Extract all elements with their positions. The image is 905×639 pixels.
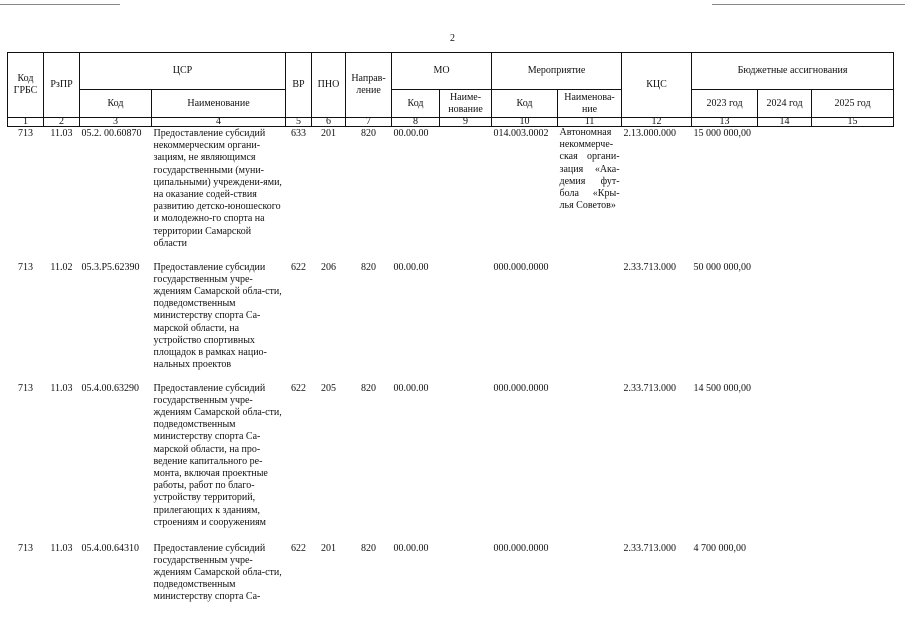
header-rzpr: РзПР (44, 53, 80, 118)
cell-2025 (812, 542, 894, 604)
column-number: 11 (558, 118, 622, 127)
header-vr: ВР (286, 53, 312, 118)
cell-grbs: 713 (18, 261, 33, 273)
column-number: 15 (812, 118, 894, 127)
scan-top-rule (0, 4, 120, 5)
cell-rzpr: 11.03 (50, 542, 73, 554)
table-row (8, 382, 894, 542)
cell-direction: 820 (361, 542, 377, 554)
cell-mo-code: 00.00.00 (393, 382, 429, 394)
cell-2023: 50 000 000,00 (693, 261, 752, 273)
cell-csr-name: Предоставление субсидии государственным учре-ждениям Самарской обла-сти, подведомственным министерству спорта Са-марской области, на устройство спортивных площадок в рамках нацио-нальных проектов (153, 261, 282, 371)
cell-mo-name (440, 261, 492, 382)
cell-csr-name: Предоставление субсидий некоммерческим органи-зациям, не являющимся государственными (муни-ципальными) учреждени-ями, на оказание содей-ствия развитию детско-юношеского и молодежно-го спорта на территории Самарской области (153, 128, 282, 249)
cell-direction: 820 (361, 128, 377, 139)
cell-event-code: 000.000.0000 (493, 542, 549, 554)
column-number: 1 (8, 118, 44, 127)
header-mo: МО (392, 53, 492, 90)
cell-rzpr: 11.02 (50, 261, 73, 273)
header-budget: Бюджетные ассигнования (692, 53, 894, 90)
column-number: 12 (622, 118, 692, 127)
cell-rzpr: 11.03 (50, 382, 73, 394)
cell-event-code: 014.003.0002 (493, 128, 549, 139)
header-pno: ПНО (312, 53, 346, 118)
column-number: 4 (152, 118, 286, 127)
cell-pno: 206 (321, 261, 337, 273)
column-number: 7 (346, 118, 392, 127)
column-number: 6 (312, 118, 346, 127)
cell-pno: 201 (321, 128, 337, 139)
cell-event-code: 000.000.0000 (493, 261, 549, 273)
cell-mo-name (440, 382, 492, 542)
cell-grbs: 713 (18, 542, 33, 554)
cell-kcs: 2.33.713.000 (623, 261, 677, 273)
cell-csr-name: Предоставление субсидий государственным учре-ждениям Самарской обла-сти, подведомственным министерству спорта Са-марской области, на про-ведение капитального ре-монта, включая проектные работы, работ по благо-устройству территорий, прилегающих к зданиям, строениям и сооружениям (153, 382, 282, 528)
cell-csr-code: 05.3.Р5.62390 (81, 261, 140, 273)
header-mo-code: Код (392, 90, 440, 118)
cell-mo-name (440, 127, 492, 261)
header-csr-name: Наименование (152, 90, 286, 118)
cell-event-name: Автономная некоммерче-ская органи-зация «Ака-демия фут-бола «Кры-лья Советов» (559, 127, 620, 212)
cell-grbs: 713 (18, 128, 33, 139)
cell-mo-name (440, 542, 492, 604)
cell-2024 (758, 382, 812, 542)
cell-mo-code: 00.00.00 (393, 542, 429, 554)
column-number: 13 (692, 118, 758, 127)
header-csr-code: Код (80, 90, 152, 118)
cell-2025 (812, 127, 894, 261)
cell-event-name (558, 261, 622, 382)
cell-vr: 633 (291, 128, 307, 139)
column-number: 8 (392, 118, 440, 127)
cell-kcs: 2.33.713.000 (623, 382, 677, 394)
cell-mo-code: 00.00.00 (393, 261, 429, 273)
cell-2023: 15 000 000,00 (693, 128, 752, 139)
column-numbers-row (8, 118, 894, 127)
cell-vr: 622 (291, 382, 307, 394)
header-direction: Направ-ление (346, 53, 392, 118)
header-year-2025: 2025 год (812, 90, 894, 118)
cell-2025 (812, 382, 894, 542)
cell-2024 (758, 127, 812, 261)
cell-event-code: 000.000.0000 (493, 382, 549, 394)
cell-csr-code: 05.4.00.64310 (81, 542, 139, 554)
cell-rzpr: 11.03 (50, 128, 73, 139)
cell-event-name (558, 542, 622, 604)
header-year-2024: 2024 год (758, 90, 812, 118)
column-number: 14 (758, 118, 812, 127)
cell-vr: 622 (291, 261, 307, 273)
cell-2023: 4 700 000,00 (693, 542, 747, 554)
budget-table (7, 52, 894, 604)
cell-2024 (758, 261, 812, 382)
cell-pno: 205 (321, 382, 337, 394)
cell-mo-code: 00.00.00 (393, 128, 429, 139)
cell-2025 (812, 261, 894, 382)
table-row (8, 127, 894, 261)
header-grbs: Код ГРБС (8, 53, 44, 118)
cell-pno: 201 (321, 542, 337, 554)
cell-vr: 622 (291, 542, 307, 554)
table-row (8, 542, 894, 604)
header-mo-name: Наиме-нование (440, 90, 492, 118)
header-csr: ЦСР (80, 53, 286, 90)
column-number: 9 (440, 118, 492, 127)
column-number: 3 (80, 118, 152, 127)
cell-2024 (758, 542, 812, 604)
cell-kcs: 2.13.000.000 (623, 128, 677, 139)
scan-top-rule-right (712, 4, 905, 5)
column-number: 10 (492, 118, 558, 127)
cell-direction: 820 (361, 261, 377, 273)
header-event-code: Код (492, 90, 558, 118)
cell-grbs: 713 (18, 382, 33, 394)
cell-kcs: 2.33.713.000 (623, 542, 677, 554)
column-number: 2 (44, 118, 80, 127)
header-year-2023: 2023 год (692, 90, 758, 118)
cell-2023: 14 500 000,00 (693, 382, 752, 394)
cell-csr-code: 05.4.00.63290 (81, 382, 139, 394)
page-number: 2 (450, 33, 455, 44)
header-event: Мероприятие (492, 53, 622, 90)
cell-event-name (558, 382, 622, 542)
column-number: 5 (286, 118, 312, 127)
header-kcs: КЦС (622, 53, 692, 118)
cell-direction: 820 (361, 382, 377, 394)
header-event-name: Наименова-ние (558, 90, 622, 118)
cell-csr-name: Предоставление субсидий государственным учре-ждениям Самарской обла-сти, подведомственным министерству спорта Са- (153, 542, 282, 603)
cell-csr-code: 05.2. 00.60870 (81, 128, 142, 139)
table-row (8, 261, 894, 382)
